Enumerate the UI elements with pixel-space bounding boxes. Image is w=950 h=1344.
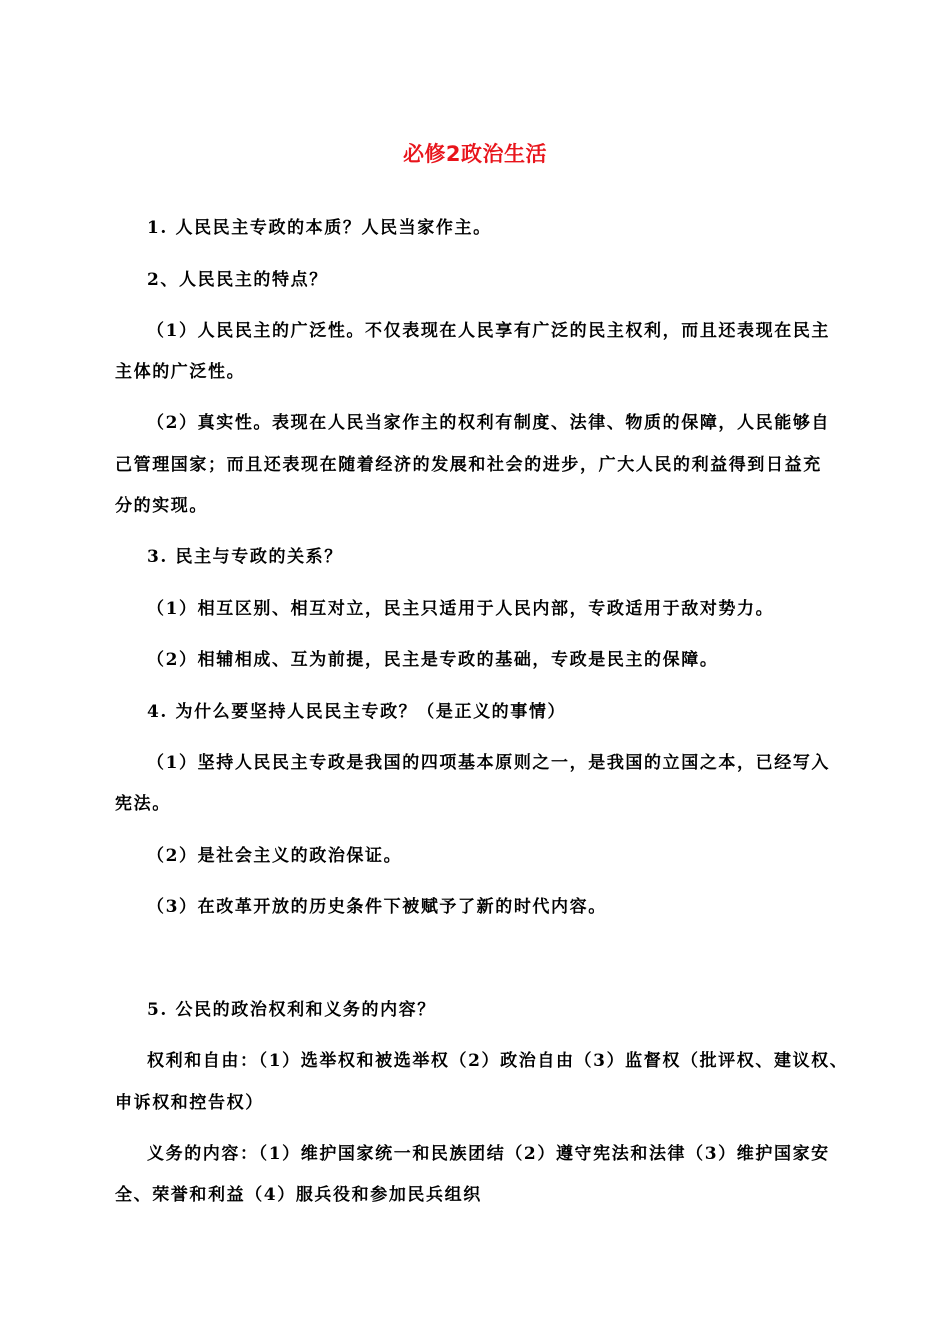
answer-2-2-line-1: （2）真实性。表现在人民当家作主的权利有制度、法律、物质的保障，人民能够自 bbox=[147, 413, 831, 433]
question-5: 5. 公民的政治权利和义务的内容？ bbox=[147, 1000, 436, 1020]
question-1: 1. 人民民主专政的本质？人民当家作主。 bbox=[147, 218, 492, 238]
duties-line-2: 全、荣誉和利益（4）服兵役和参加民兵组织 bbox=[115, 1185, 482, 1205]
answer-2-2-line-3: 分的实现。 bbox=[115, 496, 208, 516]
answer-3-1: （1）相互区别、相互对立，民主只适用于人民内部，专政适用于敌对势力。 bbox=[147, 599, 775, 619]
rights-line-2: 申诉权和控告权） bbox=[115, 1093, 264, 1113]
answer-2-2-line-2: 己管理国家；而且还表现在随着经济的发展和社会的进步，广大人民的利益得到日益充 bbox=[115, 455, 822, 475]
document-title: 必修2政治生活 bbox=[402, 142, 548, 166]
answer-4-1-line-1: （1）坚持人民民主专政是我国的四项基本原则之一，是我国的立国之本，已经写入 bbox=[147, 753, 831, 773]
question-3: 3. 民主与专政的关系？ bbox=[147, 547, 343, 567]
answer-4-2: （2）是社会主义的政治保证。 bbox=[147, 846, 403, 866]
answer-4-3: （3）在改革开放的历史条件下被赋予了新的时代内容。 bbox=[147, 897, 607, 917]
rights-line-1: 权利和自由：（1）选举权和被选举权（2）政治自由（3）监督权（批评权、建议权、 bbox=[147, 1051, 849, 1071]
question-2: 2、人民民主的特点？ bbox=[147, 270, 328, 290]
answer-2-1-line-2: 主体的广泛性。 bbox=[115, 362, 246, 382]
answer-4-1-line-2: 宪法。 bbox=[115, 794, 171, 814]
duties-line-1: 义务的内容：（1）维护国家统一和民族团结（2）遵守宪法和法律（3）维护国家安 bbox=[147, 1144, 830, 1164]
answer-2-1-line-1: （1）人民民主的广泛性。不仅表现在人民享有广泛的民主权利，而且还表现在民主 bbox=[147, 321, 831, 341]
question-4: 4. 为什么要坚持人民民主专政？（是正义的事情） bbox=[147, 702, 567, 722]
answer-3-2: （2）相辅相成、互为前提，民主是专政的基础，专政是民主的保障。 bbox=[147, 650, 719, 670]
